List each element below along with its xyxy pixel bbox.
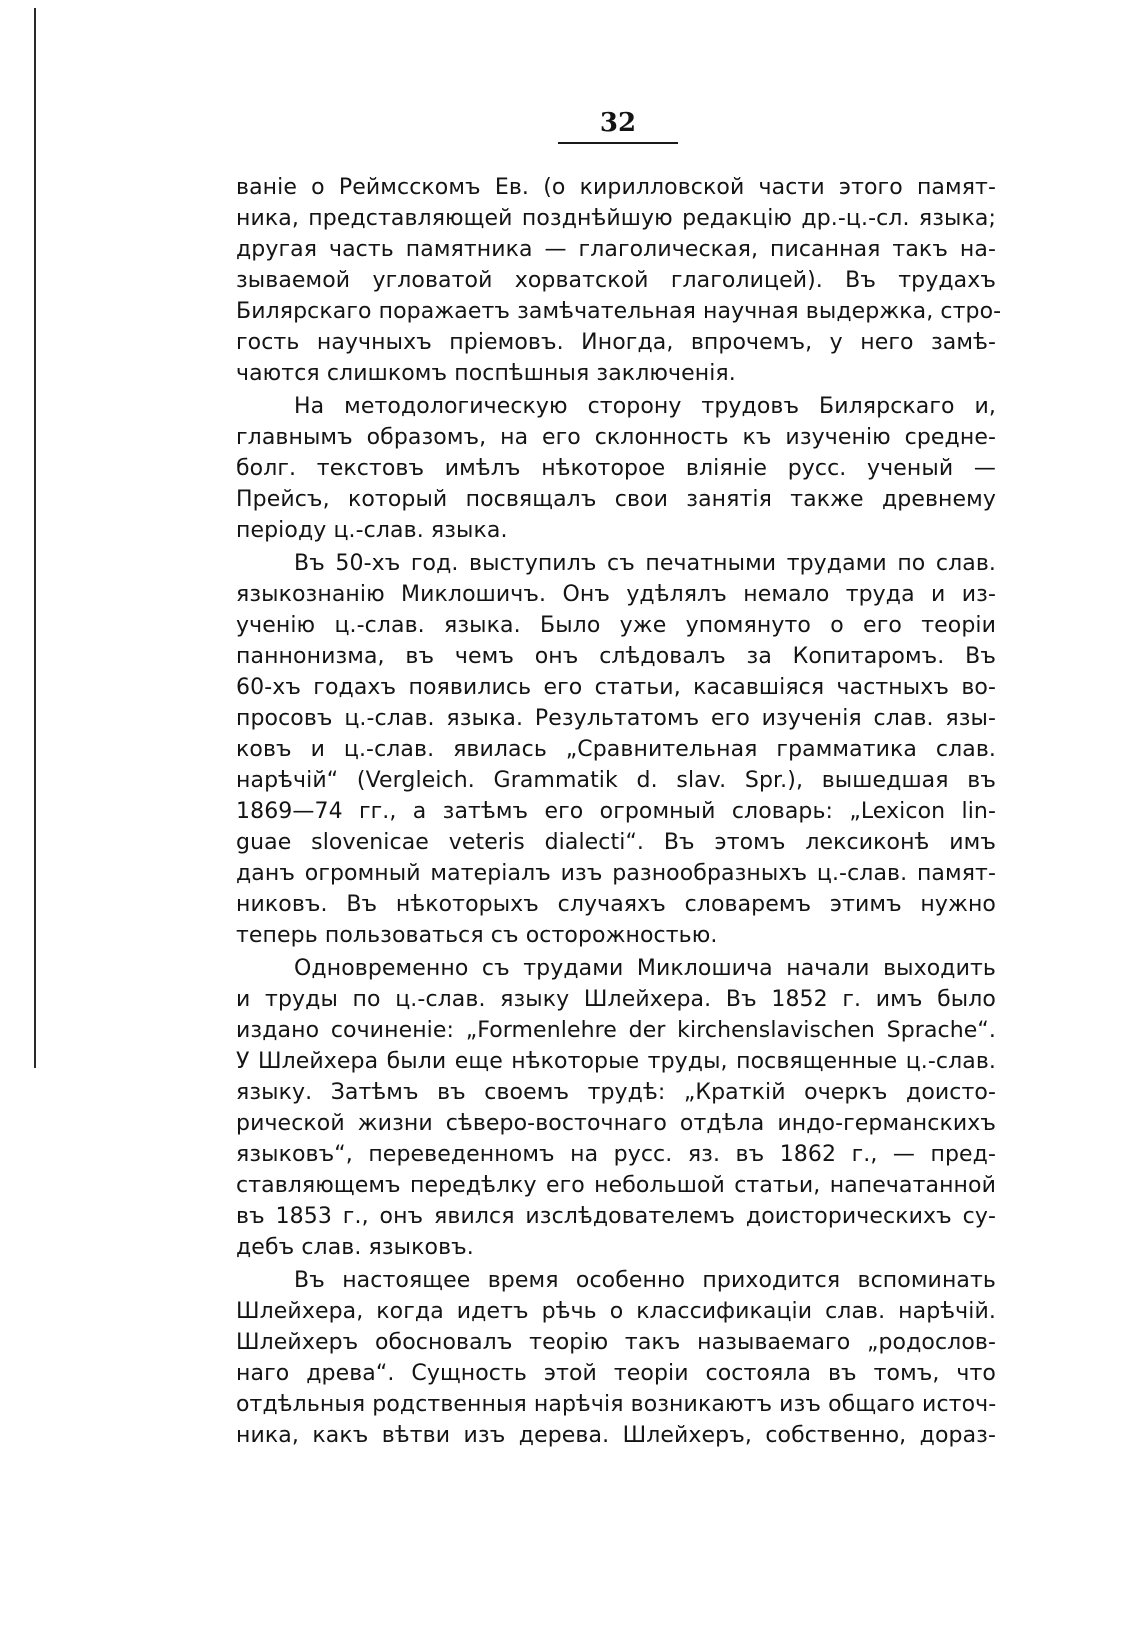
text-line: На методологическую сторону трудовъ Билярскаго и, xyxy=(294,394,996,419)
text-line: ученію ц.-слав. языка. Было уже упомянуто о его теоріи xyxy=(236,613,996,638)
paragraph xyxy=(236,953,996,1263)
text-line: 60-хъ годахъ появились его статьи, касавшіяся частныхъ во- xyxy=(236,675,996,700)
text-line: дебъ слав. языковъ. xyxy=(236,1235,474,1260)
text-line: главнымъ образомъ, на его склонность къ изученію средне- xyxy=(236,425,996,450)
body-text xyxy=(236,172,1002,1451)
paragraph xyxy=(236,548,996,951)
text-line: Билярскаго поражаетъ замѣчательная научная выдержка, стро- xyxy=(236,299,1002,324)
text-line: Въ 50-хъ год. выступилъ съ печатными трудами по слав. xyxy=(294,551,996,576)
text-line: теперь пользоваться съ осторожностью. xyxy=(236,923,718,948)
text-line: нарѣчій“ (Vergleich. Grammatik d. slav. Spr.), вышедшая въ xyxy=(236,768,996,793)
text-line: издано сочиненіе: „Formenlehre der kirchenslavischen Sprache“. xyxy=(236,1018,996,1043)
text-line: Шлейхеръ обосновалъ теорію такъ называемаго „родослов- xyxy=(236,1330,996,1355)
text-line: ваніе о Реймсскомъ Ев. (о кирилловской части этого памят- xyxy=(236,175,996,200)
paragraph xyxy=(236,172,1002,389)
text-line: чаются слишкомъ поспѣшныя заключенія. xyxy=(236,361,736,386)
text-line: просовъ ц.-слав. языка. Результатомъ его изученія слав. язы- xyxy=(236,706,996,731)
text-line: ставляющемъ передѣлку его небольшой статьи, напечатанной xyxy=(236,1173,996,1198)
page-number: 32 xyxy=(599,108,637,138)
text-line: У Шлейхера были еще нѣкоторые труды, посвященные ц.-слав. xyxy=(236,1049,996,1074)
page-number-rule xyxy=(558,142,678,144)
text-line: періоду ц.-слав. языка. xyxy=(236,518,508,543)
page-binding-edge xyxy=(34,8,36,1068)
text-line: зываемой угловатой хорватской глаголицей). Въ трудахъ xyxy=(236,268,996,293)
text-line: Шлейхера, когда идетъ рѣчь о классификаціи слав. нарѣчій. xyxy=(236,1299,996,1324)
text-line: языкознанію Миклошичъ. Онъ удѣлялъ немало труда и из- xyxy=(236,582,996,607)
text-line: болг. текстовъ имѣлъ нѣкоторое вліяніе русс. ученый — xyxy=(236,456,996,481)
paragraph xyxy=(236,1265,996,1451)
text-line: паннонизма, въ чемъ онъ слѣдовалъ за Копитаромъ. Въ xyxy=(236,644,996,669)
text-line: 1869—74 гг., а затѣмъ его огромный словарь: „Lexicon lin- xyxy=(236,799,996,824)
text-line: данъ огромный матеріалъ изъ разнообразныхъ ц.-слав. памят- xyxy=(236,861,996,886)
text-line: ковъ и ц.-слав. явилась „Сравнительная грамматика слав. xyxy=(236,737,996,762)
text-line: и труды по ц.-слав. языку Шлейхера. Въ 1852 г. имъ было xyxy=(236,987,996,1012)
text-line: гость научныхъ пріемовъ. Иногда, впрочемъ, у него замѣ- xyxy=(236,330,996,355)
text-line: языковъ“, переведенномъ на русс. яз. въ 1862 г., — пред- xyxy=(236,1142,996,1167)
paragraph xyxy=(236,391,996,546)
text-line: ника, представляющей позднѣйшую редакцію др.-ц.-сл. языка; xyxy=(236,206,996,231)
text-line: наго древа“. Сущность этой теоріи состояла въ томъ, что xyxy=(236,1361,996,1386)
text-line: Въ настоящее время особенно приходится вспоминать xyxy=(294,1268,996,1293)
text-line: въ 1853 г., онъ явился изслѣдователемъ доисторическихъ су- xyxy=(236,1204,996,1229)
text-line: guae slovenicae veteris dialecti“. Въ этомъ лексиконѣ имъ xyxy=(236,830,996,855)
text-line: рической жизни сѣверо-восточнаго отдѣла индо-германскихъ xyxy=(236,1111,996,1136)
text-line: языку. Затѣмъ въ своемъ трудѣ: „Краткій очеркъ доисто- xyxy=(236,1080,996,1105)
text-line: ника, какъ вѣтви изъ дерева. Шлейхеръ, собственно, дораз- xyxy=(236,1423,996,1448)
text-line: Прейсъ, который посвящалъ свои занятія также древнему xyxy=(236,487,996,512)
text-line: отдѣльныя родственныя нарѣчія возникаютъ изъ общаго источ- xyxy=(236,1392,997,1417)
text-line: Одновременно съ трудами Миклошича начали выходить xyxy=(294,956,996,981)
text-line: никовъ. Въ нѣкоторыхъ случаяхъ словаремъ этимъ нужно xyxy=(236,892,996,917)
text-line: другая часть памятника — глаголическая, писанная такъ на- xyxy=(236,237,996,262)
